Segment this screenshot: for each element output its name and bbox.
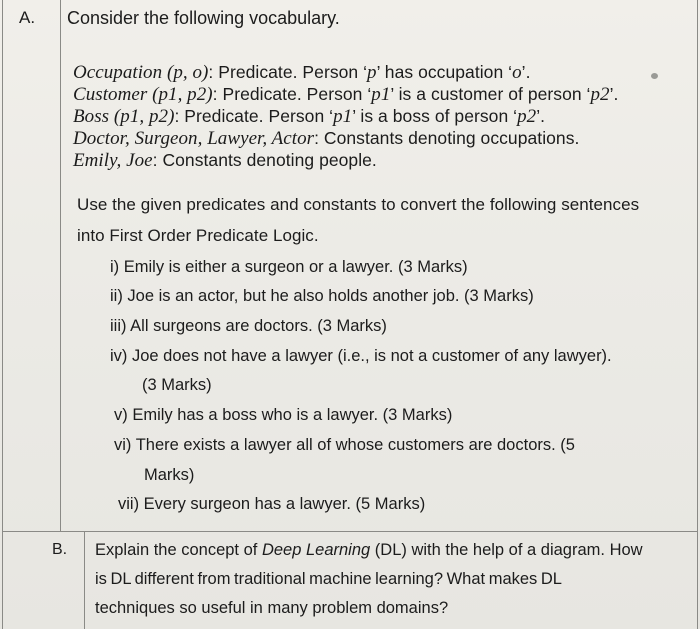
vocab-occupations: Doctor, Surgeon, Lawyer, Actor: Constants denoting occupations. <box>73 128 580 149</box>
row-divider <box>2 531 698 532</box>
question-1: i) Emily is either a surgeon or a lawyer. (3 Marks) <box>110 258 468 276</box>
question-5: v) Emily has a boss who is a lawyer. (3 Marks) <box>114 406 453 424</box>
right-border <box>697 0 698 629</box>
question-7: vii) Every surgeon has a lawyer. (5 Marks) <box>118 495 426 513</box>
vocab-customer: Customer (p1, p2): Predicate. Person ‘p1’ is a customer of person ‘p2’. <box>73 84 619 105</box>
vocab-symbol: Doctor, Surgeon, Lawyer, Actor <box>73 128 315 149</box>
question-2: ii) Joe is an actor, but he also holds another job. (3 Marks) <box>110 287 534 305</box>
vocab-symbol: Customer (p1, p2) <box>73 84 213 105</box>
vocab-boss: Boss (p1, p2): Predicate. Person ‘p1’ is a boss of person ‘p2’. <box>73 106 546 127</box>
camera-artifact-dot <box>651 73 658 79</box>
vocab-occupation: Occupation (p, o): Predicate. Person ‘p’ has occupation ‘o’. <box>73 62 531 83</box>
instruction-line-1: Use the given predicates and constants to convert the following sentences <box>77 195 640 214</box>
section-a-heading: Consider the following vocabulary. <box>67 8 340 28</box>
question-6-marks: Marks) <box>144 466 195 484</box>
question-3: iii) All surgeons are doctors. (3 Marks) <box>110 317 387 335</box>
vocab-symbol: Boss (p1, p2) <box>73 106 175 127</box>
section-b-line-2: is DL different from traditional machine learning? What makes DL <box>95 570 562 588</box>
vocab-symbol: Emily, Joe <box>73 150 153 171</box>
section-b-letter: B. <box>52 541 68 558</box>
question-4-marks: (3 Marks) <box>142 376 212 394</box>
section-b-line-3: techniques so useful in many problem domains? <box>95 599 449 617</box>
left-border <box>2 0 3 629</box>
instruction-line-2: into First Order Predicate Logic. <box>77 226 319 245</box>
vocab-people: Emily, Joe: Constants denoting people. <box>73 150 377 171</box>
column-divider-b <box>84 531 85 629</box>
section-b-line-1: Explain the concept of Deep Learning (DL) with the help of a diagram. How <box>95 541 643 559</box>
column-divider-a <box>60 0 61 531</box>
question-6: vi) There exists a lawyer all of whose customers are doctors. (5 <box>114 436 575 454</box>
vocab-symbol: Occupation (p, o) <box>73 62 209 83</box>
question-4: iv) Joe does not have a lawyer (i.e., is not a customer of any lawyer). <box>110 347 612 365</box>
section-a-letter: A. <box>19 8 36 27</box>
